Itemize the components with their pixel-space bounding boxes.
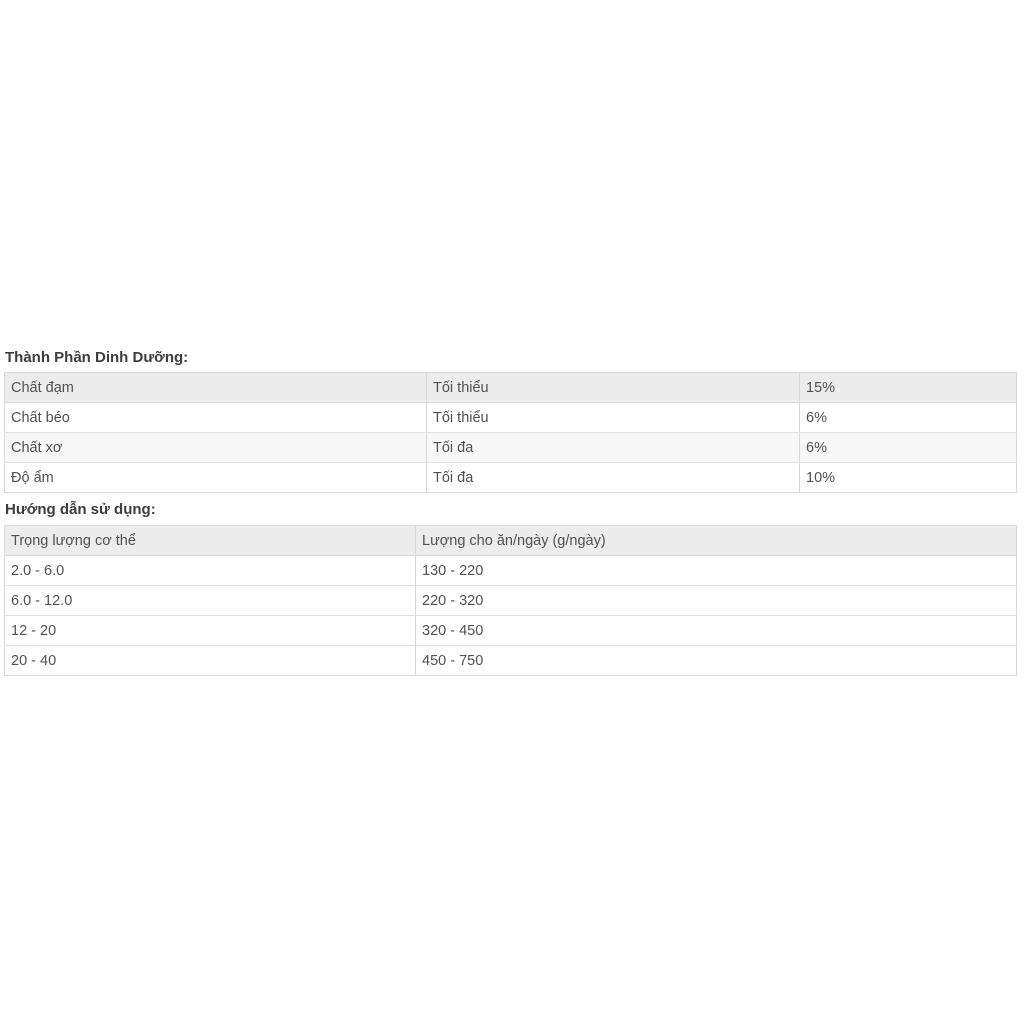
nutrient-label-cell: Chất béo: [5, 403, 427, 433]
nutrient-label-cell: Chất đạm: [5, 373, 427, 403]
table-row: [5, 616, 1017, 646]
usage-section-title: Hướng dẫn sử dụng:: [5, 501, 156, 518]
weight-range-cell: 2.0 - 6.0: [5, 556, 416, 586]
table-header-row: [5, 526, 1017, 556]
feeding-column-header: Lượng cho ăn/ngày (g/ngày): [416, 526, 1017, 556]
nutrient-threshold-cell: Tối đa: [427, 463, 800, 493]
feeding-amount-cell: 450 - 750: [416, 646, 1017, 676]
product-description-section: [4, 349, 1016, 676]
table-row: [5, 586, 1017, 616]
nutrient-value-cell: 6%: [800, 433, 1017, 463]
feeding-amount-cell: 320 - 450: [416, 616, 1017, 646]
nutrition-table: [4, 372, 1017, 493]
usage-table: [4, 525, 1017, 676]
nutrient-value-cell: 15%: [800, 373, 1017, 403]
table-row: [5, 463, 1017, 493]
weight-range-cell: 20 - 40: [5, 646, 416, 676]
nutrient-label-cell: Chất xơ: [5, 433, 427, 463]
nutrient-threshold-cell: Tối thiểu: [427, 403, 800, 433]
nutrient-label-cell: Độ ẩm: [5, 463, 427, 493]
table-row: [5, 646, 1017, 676]
weight-range-cell: 12 - 20: [5, 616, 416, 646]
feeding-amount-cell: 220 - 320: [416, 586, 1017, 616]
table-row: [5, 373, 1017, 403]
nutrient-value-cell: 10%: [800, 463, 1017, 493]
nutrient-threshold-cell: Tối đa: [427, 433, 800, 463]
feeding-amount-cell: 130 - 220: [416, 556, 1017, 586]
table-row: [5, 556, 1017, 586]
weight-column-header: Trọng lượng cơ thể: [5, 526, 416, 556]
table-row: [5, 403, 1017, 433]
nutrient-threshold-cell: Tối thiểu: [427, 373, 800, 403]
nutrient-value-cell: 6%: [800, 403, 1017, 433]
table-row: [5, 433, 1017, 463]
weight-range-cell: 6.0 - 12.0: [5, 586, 416, 616]
nutrition-section-title: Thành Phần Dinh Dưỡng:: [5, 349, 189, 366]
